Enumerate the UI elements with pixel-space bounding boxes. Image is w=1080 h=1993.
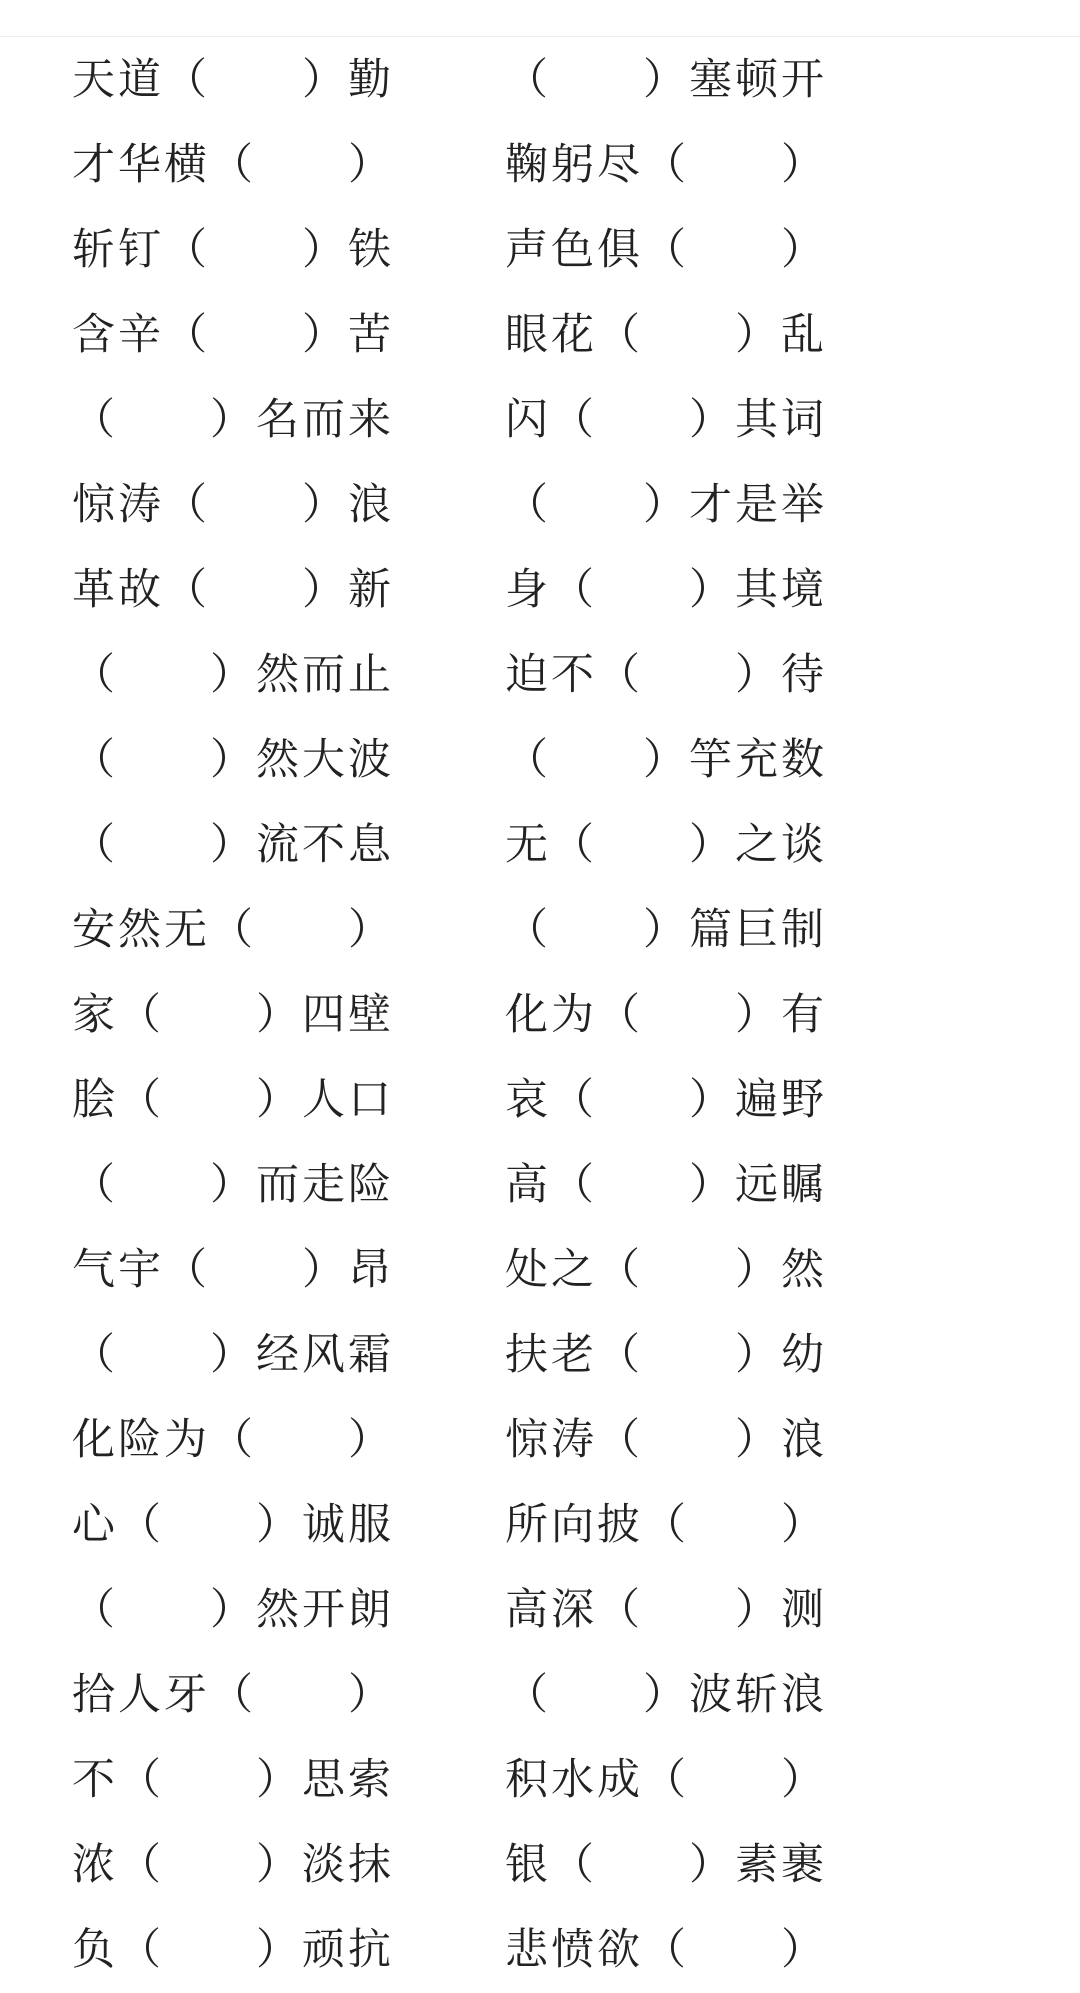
- idiom-right: 高深（ ）测: [505, 1585, 827, 1635]
- idiom-row: [72, 1398, 972, 1483]
- idiom-right: 所向披（ ）: [505, 1500, 827, 1550]
- idiom-row: [72, 1568, 972, 1653]
- idiom-row: [72, 633, 972, 718]
- idiom-row: [72, 378, 972, 463]
- idiom-row: [72, 1228, 972, 1313]
- idiom-left: 革故（ ）新: [72, 565, 394, 615]
- idiom-right: 声色俱（ ）: [505, 225, 827, 275]
- idiom-left: 拾人牙（ ）: [72, 1670, 394, 1720]
- idiom-right: 鞠躬尽（ ）: [505, 140, 827, 190]
- idiom-row: [72, 1143, 972, 1228]
- idiom-left: 安然无（ ）: [72, 905, 394, 955]
- idiom-right: 惊涛（ ）浪: [505, 1415, 827, 1465]
- idiom-left: （ ）名而来: [72, 395, 394, 445]
- idiom-left: （ ）然大波: [72, 735, 394, 785]
- idiom-right: 哀（ ）遍野: [505, 1075, 827, 1125]
- idiom-row: [72, 1738, 972, 1823]
- idiom-right: 眼花（ ）乱: [505, 310, 827, 360]
- idiom-row: [72, 1483, 972, 1568]
- idiom-row: [72, 293, 972, 378]
- idiom-left: （ ）然而止: [72, 650, 394, 700]
- idiom-left: （ ）而走险: [72, 1160, 394, 1210]
- idiom-row: [72, 123, 972, 208]
- idiom-row: [72, 1058, 972, 1143]
- idiom-row: [72, 888, 972, 973]
- idiom-right: （ ）波斩浪: [505, 1670, 827, 1720]
- idiom-left: 不（ ）思索: [72, 1755, 394, 1805]
- idiom-right: 闪（ ）其词: [505, 395, 827, 445]
- idiom-right: 悲愤欲（ ）: [505, 1925, 827, 1975]
- idiom-row: [72, 973, 972, 1058]
- idiom-row: [72, 718, 972, 803]
- idiom-left: 天道（ ）勤: [72, 55, 394, 105]
- idiom-left: （ ）流不息: [72, 820, 394, 870]
- idiom-right: （ ）塞顿开: [505, 55, 827, 105]
- idiom-row: [72, 1653, 972, 1738]
- idiom-left: 含辛（ ）苦: [72, 310, 394, 360]
- idiom-row: [72, 548, 972, 633]
- idiom-right: （ ）竽充数: [505, 735, 827, 785]
- idiom-left: 家（ ）四壁: [72, 990, 394, 1040]
- idiom-row: [72, 803, 972, 888]
- idiom-left: 斩钉（ ）铁: [72, 225, 394, 275]
- idiom-left: 化险为（ ）: [72, 1415, 394, 1465]
- idiom-row: [72, 208, 972, 293]
- idiom-left: 脍（ ）人口: [72, 1075, 394, 1125]
- idiom-row: [72, 1908, 972, 1993]
- idiom-right: 迫不（ ）待: [505, 650, 827, 700]
- idiom-row: [72, 38, 972, 123]
- idiom-left: 惊涛（ ）浪: [72, 480, 394, 530]
- idiom-left: （ ）然开朗: [72, 1585, 394, 1635]
- idiom-left: 心（ ）诚服: [72, 1500, 394, 1550]
- idiom-left: 浓（ ）淡抹: [72, 1840, 394, 1890]
- idiom-left: 气宇（ ）昂: [72, 1245, 394, 1295]
- idiom-left: （ ）经风霜: [72, 1330, 394, 1380]
- idiom-right: 身（ ）其境: [505, 565, 827, 615]
- idiom-right: 银（ ）素裹: [505, 1840, 827, 1890]
- idiom-left: 才华横（ ）: [72, 140, 394, 190]
- idiom-right: （ ）才是举: [505, 480, 827, 530]
- idiom-right: 化为（ ）有: [505, 990, 827, 1040]
- idiom-row: [72, 1823, 972, 1908]
- idiom-right: 无（ ）之谈: [505, 820, 827, 870]
- idiom-right: 积水成（ ）: [505, 1755, 827, 1805]
- idiom-grid: [72, 38, 972, 1993]
- idiom-left: 负（ ）顽抗: [72, 1925, 394, 1975]
- idiom-right: 扶老（ ）幼: [505, 1330, 827, 1380]
- idiom-right: 高（ ）远瞩: [505, 1160, 827, 1210]
- idiom-right: （ ）篇巨制: [505, 905, 827, 955]
- idiom-row: [72, 1313, 972, 1398]
- idiom-row: [72, 463, 972, 548]
- top-bar: [0, 0, 1080, 37]
- idiom-right: 处之（ ）然: [505, 1245, 827, 1295]
